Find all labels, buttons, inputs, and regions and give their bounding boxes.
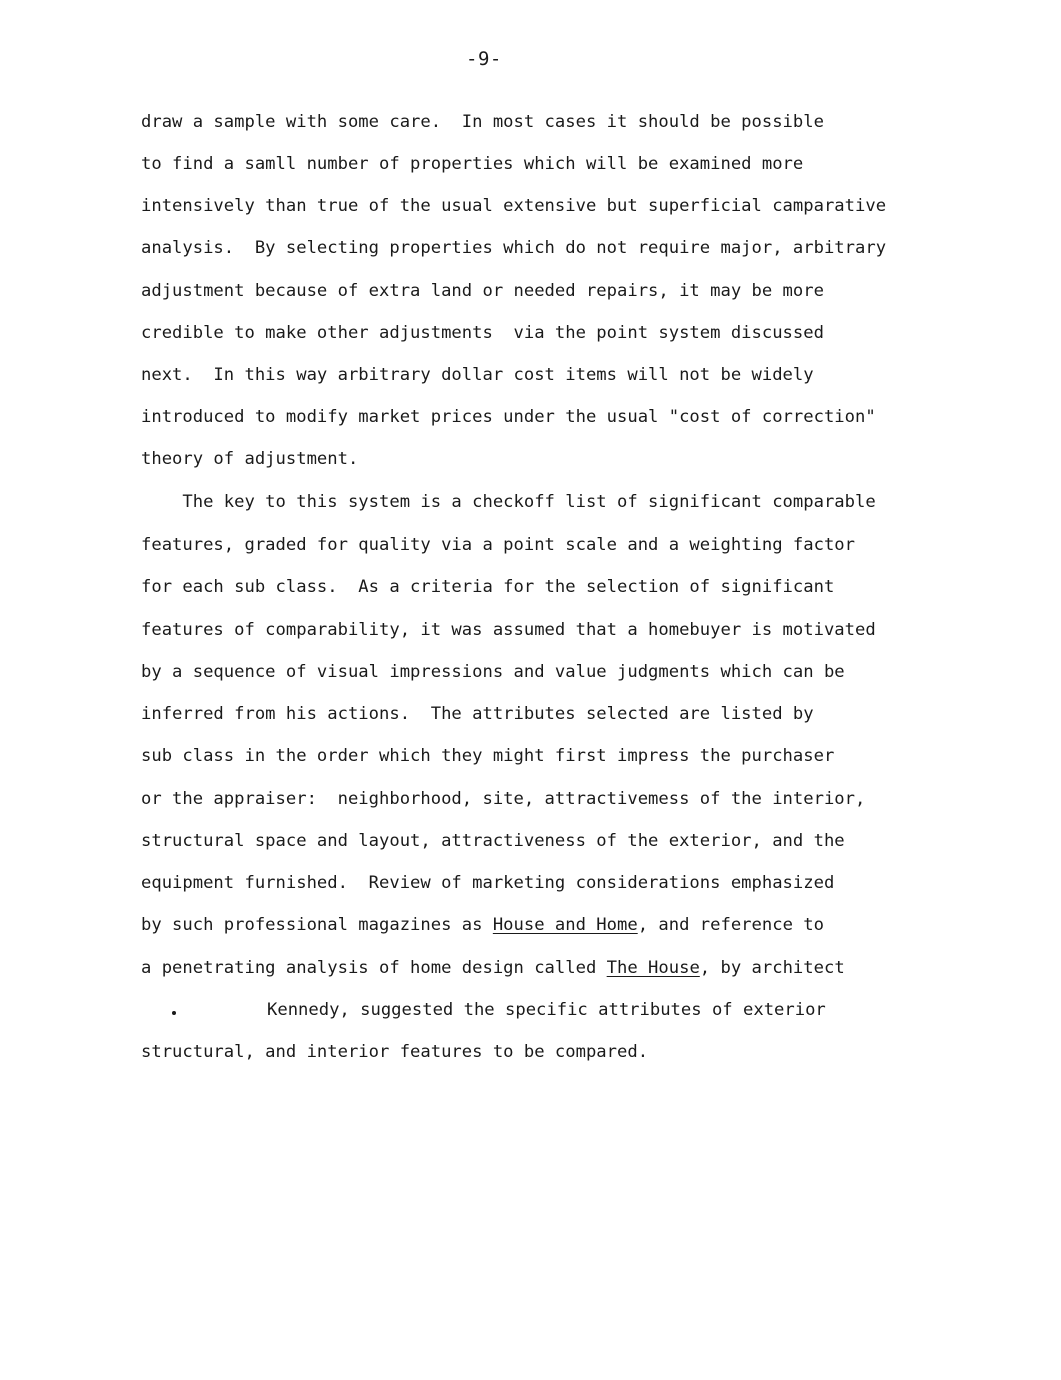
page-number: -9- — [466, 48, 502, 70]
text-line: intensively than true of the usual extensive but superficial camparative — [141, 196, 887, 216]
text-line-house-and-home — [141, 917, 824, 934]
text-line: by a sequence of visual impressions and value judgments which can be — [141, 662, 845, 682]
text-line: sub class in the order which they might first impress the purchaser — [141, 746, 835, 766]
magazine-title: House and Home — [492, 915, 638, 935]
text-line: next. In this way arbitrary dollar cost items will not be widely — [141, 365, 814, 385]
text-line: analysis. By selecting properties which do not require major, arbitrary — [141, 238, 887, 258]
text-line: equipment furnished. Review of marketing considerations emphasized — [141, 873, 835, 893]
text-line: or the appraiser: neighborhood, site, attractivemess of the interior, — [141, 789, 866, 809]
text-segment: a penetrating analysis of home design called — [141, 958, 607, 978]
text-line: features, graded for quality via a point scale and a weighting factor — [141, 535, 855, 555]
text-line: features of comparability, it was assumed that a homebuyer is motivated — [141, 620, 876, 640]
text-line: for each sub class. As a criteria for the selection of significant — [141, 577, 835, 597]
text-line: to find a samll number of properties which will be examined more — [141, 154, 804, 174]
text-line-kennedy: Kennedy, suggested the specific attributes of exterior — [267, 1000, 826, 1020]
text-line: The key to this system is a checkoff list of significant comparable — [141, 492, 876, 512]
text-line: adjustment because of extra land or needed repairs, it may be more — [141, 281, 824, 301]
text-segment: , and reference to — [637, 915, 824, 935]
text-line: inferred from his actions. The attributes selected are listed by — [141, 704, 814, 724]
text-segment: by such professional magazines as — [141, 915, 493, 935]
text-line: draw a sample with some care. In most cases it should be possible — [141, 112, 824, 132]
text-line: structural space and layout, attractiveness of the exterior, and the — [141, 831, 845, 851]
text-line: introduced to modify market prices under the usual "cost of correction" — [141, 407, 876, 427]
book-title: The House — [606, 958, 700, 978]
text-line: credible to make other adjustments via the point system discussed — [141, 323, 824, 343]
stray-dot-mark — [172, 1011, 176, 1015]
text-line: theory of adjustment. — [141, 449, 359, 469]
text-line-the-house — [141, 960, 845, 977]
text-segment: , by architect — [699, 958, 845, 978]
text-line-last: structural, and interior features to be compared. — [141, 1042, 649, 1062]
